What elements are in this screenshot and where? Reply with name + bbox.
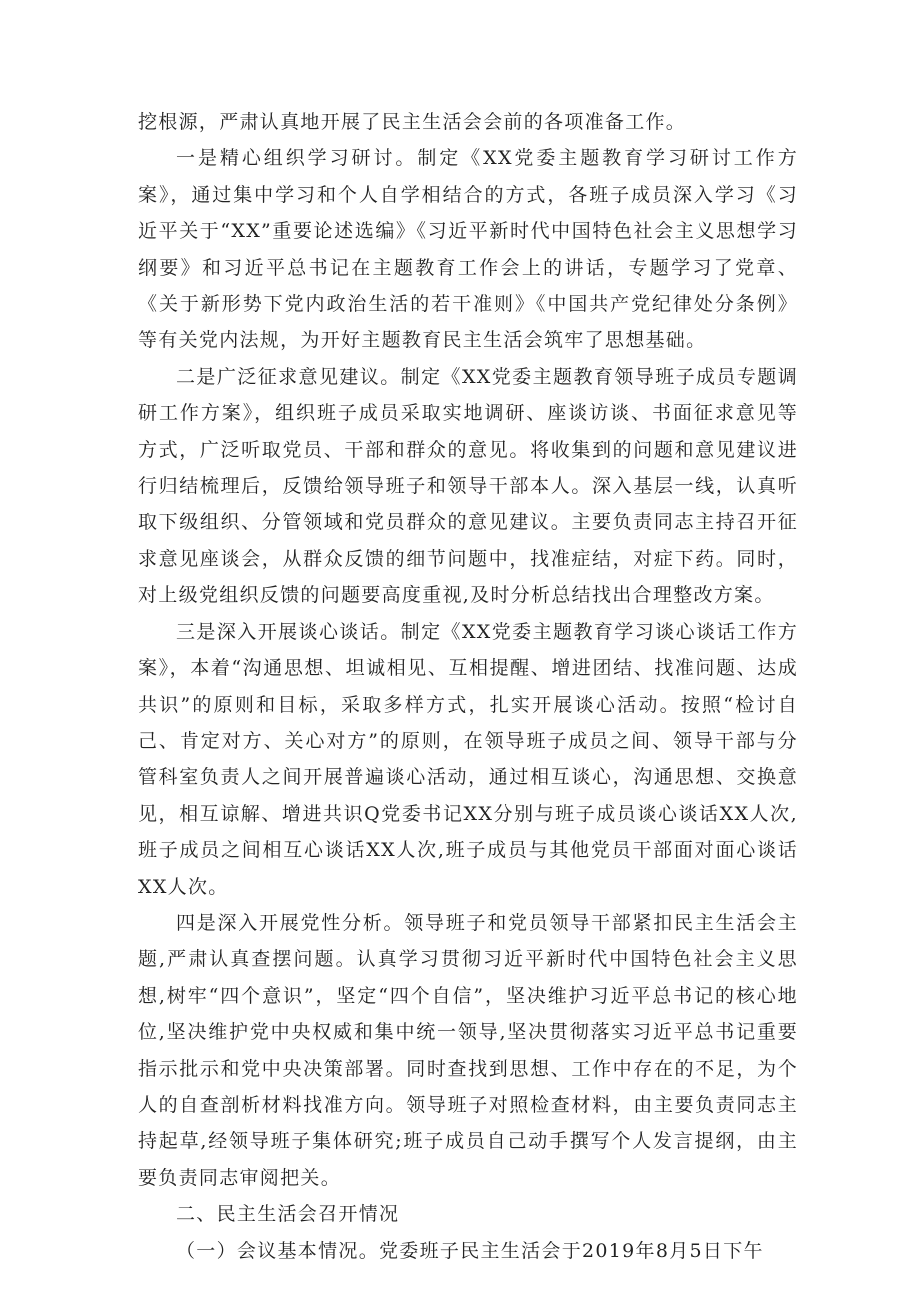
section-heading: 二、民主生活会召开情况 [176,1203,400,1226]
document-body [138,104,798,1269]
paragraph-party-spirit-analysis: 四是深入开展党性分析。领导班子和党员领导干部紧扣民主生活会主题,严肃认真查摆问题。认真学习贯彻习近平新时代中国特色社会主义思想,树牢“四个意识”，坚定“四个自信”，坚决维护习近平总书记的核心地位,坚决维护党中央权威和集中统一领导,坚决贯彻落实习近平总书记重要指示批示和党中央决策部署。同时查找到思想、工作中存在的不足，为个人的自查剖析材料找准方向。领导班子对照检查材料，由主要负责同志主持起草,经领导班子集体研究;班子成员自己动手撰写个人发言提纲，由主要负责同志审阅把关。 [138,911,798,1189]
paragraph-continuation: 挖根源，严肃认真地开展了民主生活会会前的各项准备工作。 [138,111,687,133]
subsection-meeting-info: （一）会议基本情况。党委班子民主生活会于2019年8月5日下午 [176,1239,764,1262]
paragraph-heart-to-heart-talks: 三是深入开展谈心谈话。制定《XX党委主题教育学习谈心谈话工作方案》，本着“沟通思想、坦诚相见、互相提醒、增进团结、找准问题、达成共识”的原则和目标，采取多样方式，扎实开展谈心活动。按照“检讨自己、肯定对方、关心对方”的原则，在领导班子成员之间、领导干部与分管科室负责人之间开展普遍谈心活动，通过相互谈心，沟通思想、交换意见，相互谅解、增进共识Q党委书记XX分别与班子成员谈心谈话XX人次,班子成员之间相互心谈话XX人次,班子成员与其他党员干部面对面心谈话XX人次。 [138,620,798,898]
paragraph-study-seminar: 一是精心组织学习研讨。制定《XX党委主题教育学习研讨工作方案》，通过集中学习和个人自学相结合的方式，各班子成员深入学习《习近平关于“XX”重要论述选编》《习近平新时代中国特色社会主义思想学习纲要》和习近平总书记在主题教育工作会上的讲话，专题学习了党章、《关于新形势下党内政治生活的若干准则》《中国共产党纪律处分条例》等有关党内法规，为开好主题教育民主生活会筑牢了思想基础。 [138,147,798,352]
paragraph-solicit-opinions: 二是广泛征求意见建议。制定《XX党委主题教育领导班子成员专题调研工作方案》，组织班子成员采取实地调研、座谈访谈、书面征求意见等方式，广泛听取党员、干部和群众的意见。将收集到的问题和意见建议进行归结梳理后，反馈给领导班子和领导干部本人。深入基层一线，认真听取下级组织、分管领域和党员群众的意见建议。主要负责同志主持召开征求意见座谈会，从群众反馈的细节问题中，找准症结，对症下药。同时，对上级党组织反馈的问题要高度重视,及时分析总结找出合理整改方案。 [138,365,798,607]
